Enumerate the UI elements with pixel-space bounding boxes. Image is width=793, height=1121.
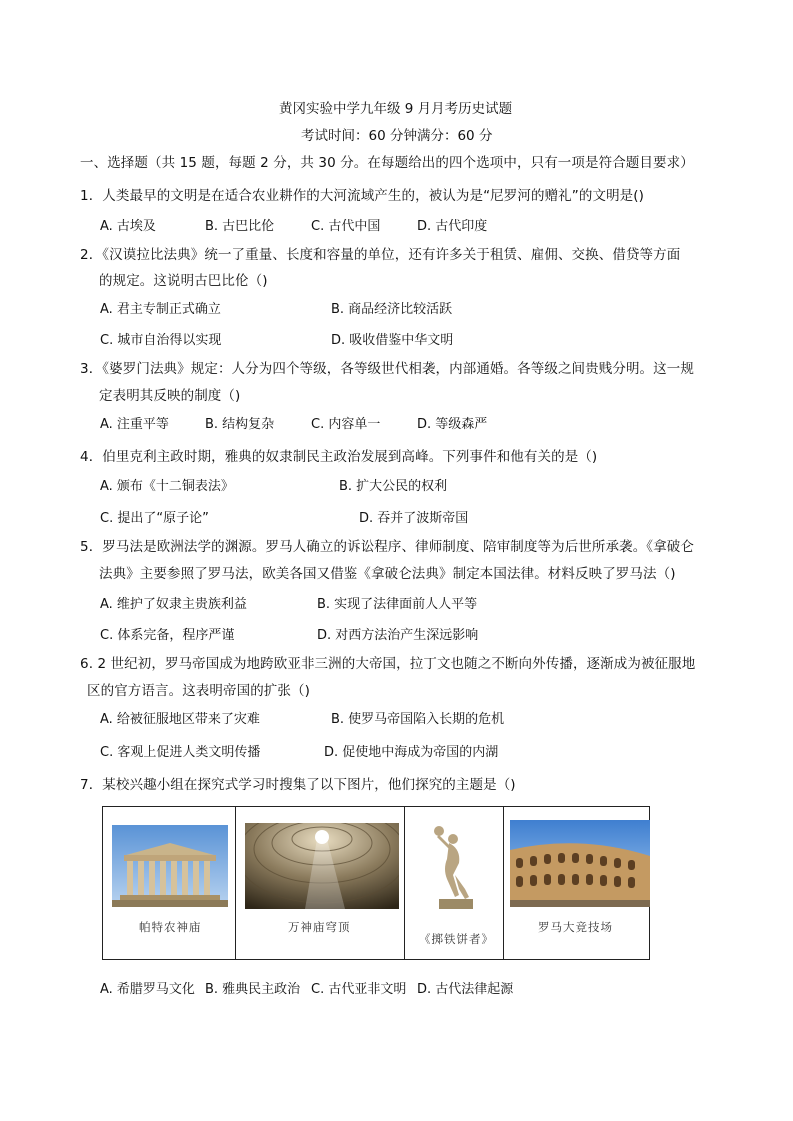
question-7-line-1: 7．某校兴趣小组在探究式学习时搜集了以下图片，他们探究的主题是（) [80, 777, 516, 793]
picture-cell-parthenon [103, 807, 236, 959]
q3-option-d[interactable]: D. 等级森严 [417, 417, 488, 432]
q4-option-b[interactable]: B. 扩大公民的权利 [339, 479, 448, 494]
question-2-line-2: 的规定。这说明古巴比伦（) [99, 273, 268, 289]
q1-option-c[interactable]: C. 古代中国 [311, 219, 381, 234]
picture-cell-pantheon [236, 807, 405, 959]
q5-option-a[interactable]: A. 维护了奴隶主贵族利益 [100, 597, 247, 612]
q7-option-c[interactable]: C. 古代亚非文明 [311, 982, 407, 997]
picture-cell-discobolus [405, 807, 504, 959]
q4-option-c[interactable]: C. 提出了“原子论” [100, 511, 209, 526]
q3-option-c[interactable]: C. 内容单一 [311, 417, 381, 432]
q1-option-a[interactable]: A. 古埃及 [100, 219, 156, 234]
question-4-line-1: 4．伯里克利主政时期，雅典的奴隶制民主政治发展到高峰。下列事件和他有关的是（) [80, 449, 598, 465]
q6-option-c[interactable]: C. 客观上促进人类文明传播 [100, 745, 261, 760]
caption-discobolus: 《掷铁饼者》 [419, 932, 494, 946]
q7-option-b[interactable]: B. 雅典民主政治 [205, 982, 301, 997]
q2-option-b[interactable]: B. 商品经济比较活跃 [331, 302, 453, 317]
parthenon-image [112, 825, 228, 907]
picture-table [102, 806, 650, 960]
q4-option-d[interactable]: D. 吞并了波斯帝国 [359, 511, 469, 526]
q6-option-a[interactable]: A. 给被征服地区带来了灾难 [100, 712, 260, 727]
exam-title: 黄冈实验中学九年级 9 月月考历史试题 [279, 101, 513, 117]
q2-option-d[interactable]: D. 吸收借鉴中华文明 [331, 333, 454, 348]
q7-option-a[interactable]: A. 希腊罗马文化 [100, 982, 195, 997]
q6-option-b[interactable]: B. 使罗马帝国陷入长期的危机 [331, 712, 505, 727]
pantheon-dome-image [245, 823, 399, 909]
question-5-line-1: 5．罗马法是欧洲法学的渊源。罗马人确立的诉讼程序、律师制度、陪审制度等为后世所承袭。《拿破仑 [80, 539, 694, 555]
q3-option-b[interactable]: B. 结构复杂 [205, 417, 275, 432]
question-6-line-2: 区的官方语言。这表明帝国的扩张（) [87, 683, 310, 699]
q5-option-b[interactable]: B. 实现了法律面前人人平等 [317, 597, 478, 612]
q7-option-d[interactable]: D. 古代法律起源 [417, 982, 514, 997]
q4-option-a[interactable]: A. 颁布《十二铜表法》 [100, 479, 234, 494]
question-2-line-1: 2．《汉谟拉比法典》统一了重量、长度和容量的单位，还有许多关于租赁、雇佣、交换、借贷等方面 [80, 247, 681, 263]
q2-option-a[interactable]: A. 君主专制正式确立 [100, 302, 221, 317]
question-3-line-2: 定表明其反映的制度（) [99, 388, 241, 404]
q5-option-c[interactable]: C. 体系完备，程序严谨 [100, 628, 235, 643]
caption-pantheon: 万神庙穹顶 [288, 920, 351, 934]
question-1-line-1: 1．人类最早的文明是在适合农业耕作的大河流域产生的，被认为是“尼罗河的赠礼”的文明是() [80, 188, 645, 204]
exam-meta: 考试时间：60 分钟满分：60 分 [301, 128, 493, 144]
colosseum-image [510, 820, 650, 907]
question-6-line-1: 6. 2 世纪初，罗马帝国成为地跨欧亚非三洲的大帝国，拉丁文也随之不断向外传播，逐渐成为被征服地 [80, 656, 696, 672]
q6-option-d[interactable]: D. 促使地中海成为帝国的内湖 [324, 745, 499, 760]
q3-option-a[interactable]: A. 注重平等 [100, 417, 169, 432]
q1-option-d[interactable]: D. 古代印度 [417, 219, 488, 234]
section-heading: 一、选择题（共 15 题，每题 2 分，共 30 分。在每题给出的四个选项中，只有一项是符合题目要求） [80, 155, 694, 171]
q5-option-d[interactable]: D. 对西方法治产生深远影响 [317, 628, 479, 643]
discobolus-image [425, 819, 485, 915]
caption-parthenon: 帕特农神庙 [139, 920, 202, 934]
question-5-line-2: 法典》主要参照了罗马法，欧美各国又借鉴《拿破仑法典》制定本国法律。材料反映了罗马法（) [99, 566, 676, 582]
q2-option-c[interactable]: C. 城市自治得以实现 [100, 333, 222, 348]
question-3-line-1: 3．《婆罗门法典》规定：人分为四个等级，各等级世代相袭，内部通婚。各等级之间贵贱分明。这一规 [80, 361, 694, 377]
picture-cell-colosseum [504, 807, 650, 959]
caption-colosseum: 罗马大竞技场 [538, 920, 613, 934]
q1-option-b[interactable]: B. 古巴比伦 [205, 219, 275, 234]
